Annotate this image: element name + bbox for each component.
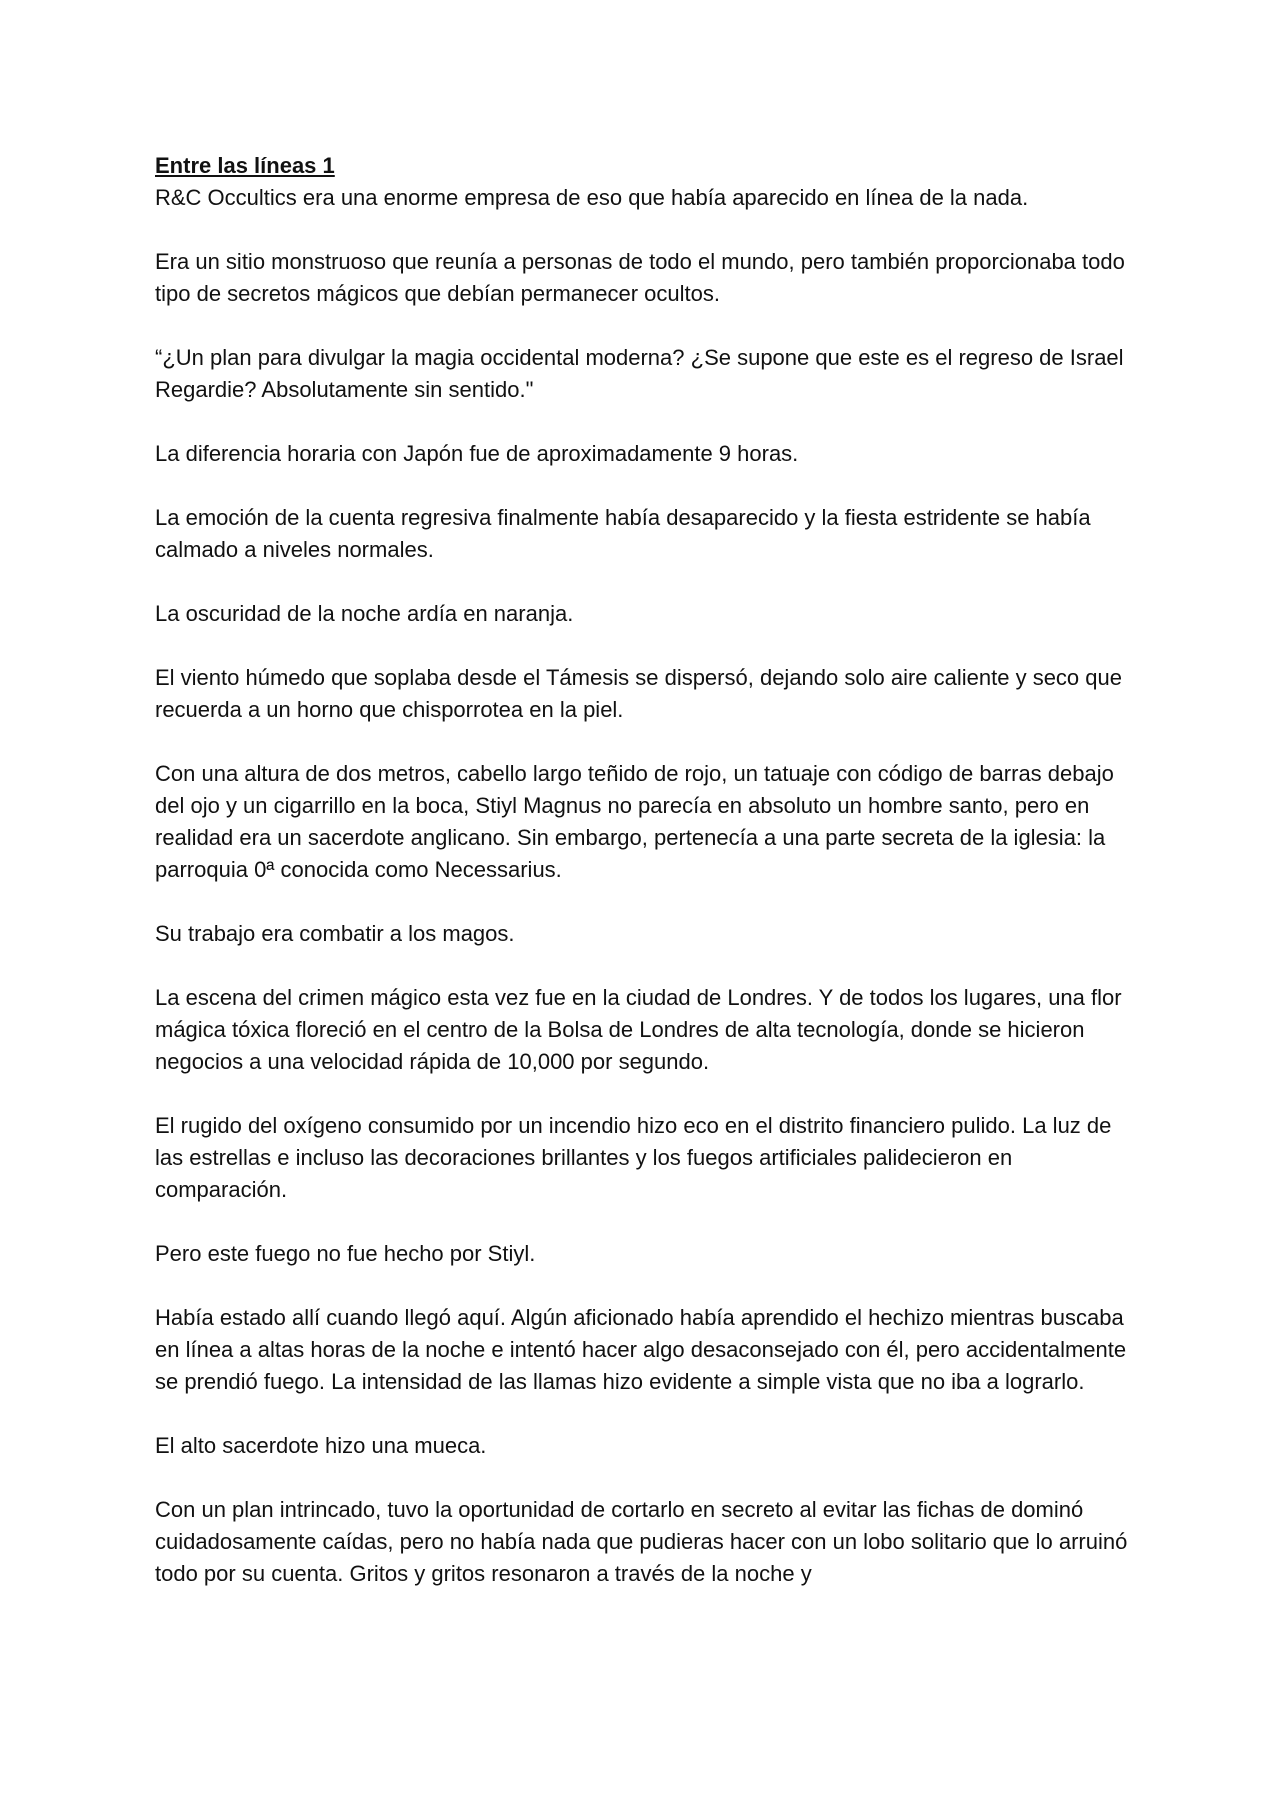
paragraph-2: Era un sitio monstruoso que reunía a personas de todo el mundo, pero también proporcionaba todo tipo de secretos mágicos que debían permanecer ocultos.	[155, 249, 1125, 306]
paragraph-11: El rugido del oxígeno consumido por un incendio hizo eco en el distrito financiero pulido. La luz de las estrellas e incluso las decoraciones brillantes y los fuegos artificiales palidecieron en comparación.	[155, 1113, 1112, 1202]
paragraph-7: El viento húmedo que soplaba desde el Támesis se dispersó, dejando solo aire caliente y seco que recuerda a un horno que chisporrotea en la piel.	[155, 665, 1122, 722]
paragraph-1: R&C Occultics era una enorme empresa de eso que había aparecido en línea de la nada.	[155, 185, 1029, 210]
paragraph-10: La escena del crimen mágico esta vez fue en la ciudad de Londres. Y de todos los lugares, una flor mágica tóxica floreció en el centro de la Bolsa de Londres de alta tecnología, donde se hicieron negocios a una velocidad rápida de 10,000 por segundo.	[155, 985, 1122, 1074]
document-title: Entre las líneas 1	[155, 153, 335, 178]
document-body	[155, 150, 1135, 1622]
paragraph-6: La oscuridad de la noche ardía en naranja.	[155, 601, 574, 626]
paragraph-15: Con un plan intrincado, tuvo la oportunidad de cortarlo en secreto al evitar las fichas de dominó cuidadosamente caídas, pero no había nada que pudieras hacer con un lobo solitario que lo arruinó todo por su cuenta. Gritos y gritos resonaron a través de la noche y	[155, 1497, 1128, 1586]
paragraph-3: “¿Un plan para divulgar la magia occidental moderna? ¿Se supone que este es el regreso de Israel Regardie? Absolutamente sin sentido."	[155, 345, 1124, 402]
paragraph-5: La emoción de la cuenta regresiva finalmente había desaparecido y la fiesta estridente se había calmado a niveles normales.	[155, 505, 1091, 562]
paragraph-13: Había estado allí cuando llegó aquí. Algún aficionado había aprendido el hechizo mientras buscaba en línea a altas horas de la noche e intentó hacer algo desaconsejado con él, pero accidentalmente se prendió fuego. La intensidad de las llamas hizo evidente a simple vista que no iba a lograrlo.	[155, 1305, 1127, 1394]
paragraph-8: Con una altura de dos metros, cabello largo teñido de rojo, un tatuaje con código de barras debajo del ojo y un cigarrillo en la boca, Stiyl Magnus no parecía en absoluto un hombre santo, pero en realidad era un sacerdote anglicano. Sin embargo, pertenecía a una parte secreta de la iglesia: la parroquia 0ª conocida como Necessarius.	[155, 761, 1114, 882]
paragraph-14: El alto sacerdote hizo una mueca.	[155, 1433, 487, 1458]
paragraph-9: Su trabajo era combatir a los magos.	[155, 921, 515, 946]
paragraph-4: La diferencia horaria con Japón fue de aproximadamente 9 horas.	[155, 441, 799, 466]
paragraph-12: Pero este fuego no fue hecho por Stiyl.	[155, 1241, 536, 1266]
